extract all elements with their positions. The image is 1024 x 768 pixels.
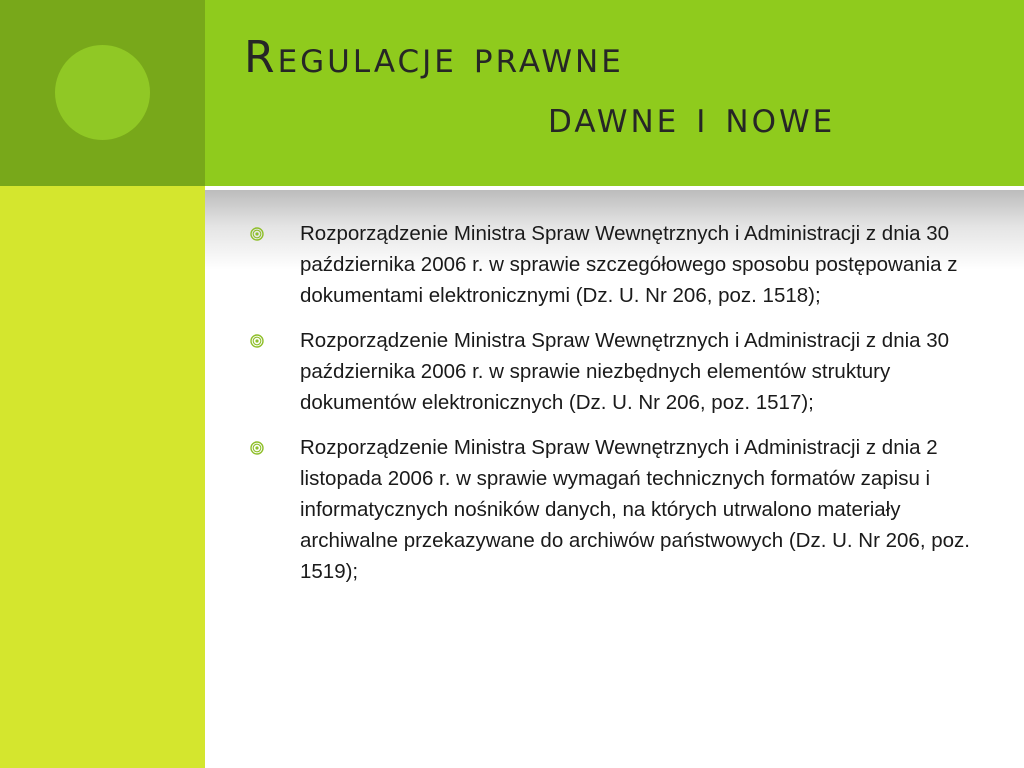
- circled-dot-icon: [250, 441, 264, 455]
- slide-title: [244, 28, 835, 148]
- bullet-text: Rozporządzenie Ministra Spraw Wewnętrznych i Administracji z dnia 2 listopada 2006 r. w sprawie wymagań technicznych formatów zapisu i informatycznych nośników danych, na których utrwalono materiały archiwalne przekazywane do archiwów państwowych (Dz. U. Nr 206, poz. 1519);: [300, 436, 970, 583]
- bullet-list: [250, 218, 995, 601]
- title-line-1: Regulacje prawne: [244, 32, 624, 83]
- list-item: [250, 432, 995, 587]
- circled-dot-icon: [250, 334, 264, 348]
- decorative-circle: [55, 45, 150, 140]
- list-item: [250, 325, 995, 418]
- side-band: [0, 186, 205, 768]
- bullet-text: Rozporządzenie Ministra Spraw Wewnętrznych i Administracji z dnia 30 października 2006 r. w sprawie niezbędnych elementów struktury dokumentów elektronicznych (Dz. U. Nr 206, poz. 1517);: [300, 329, 950, 414]
- list-item: [250, 218, 995, 311]
- corner-block: [0, 0, 205, 186]
- bullet-text: Rozporządzenie Ministra Spraw Wewnętrznych i Administracji z dnia 30 października 2006 r. w sprawie szczegółowego sposobu postępowania z dokumentami elektronicznymi (Dz. U. Nr 206, poz. 1518);: [300, 222, 958, 307]
- circled-dot-icon: [250, 227, 264, 241]
- title-line-2: dawne i nowe: [548, 92, 836, 143]
